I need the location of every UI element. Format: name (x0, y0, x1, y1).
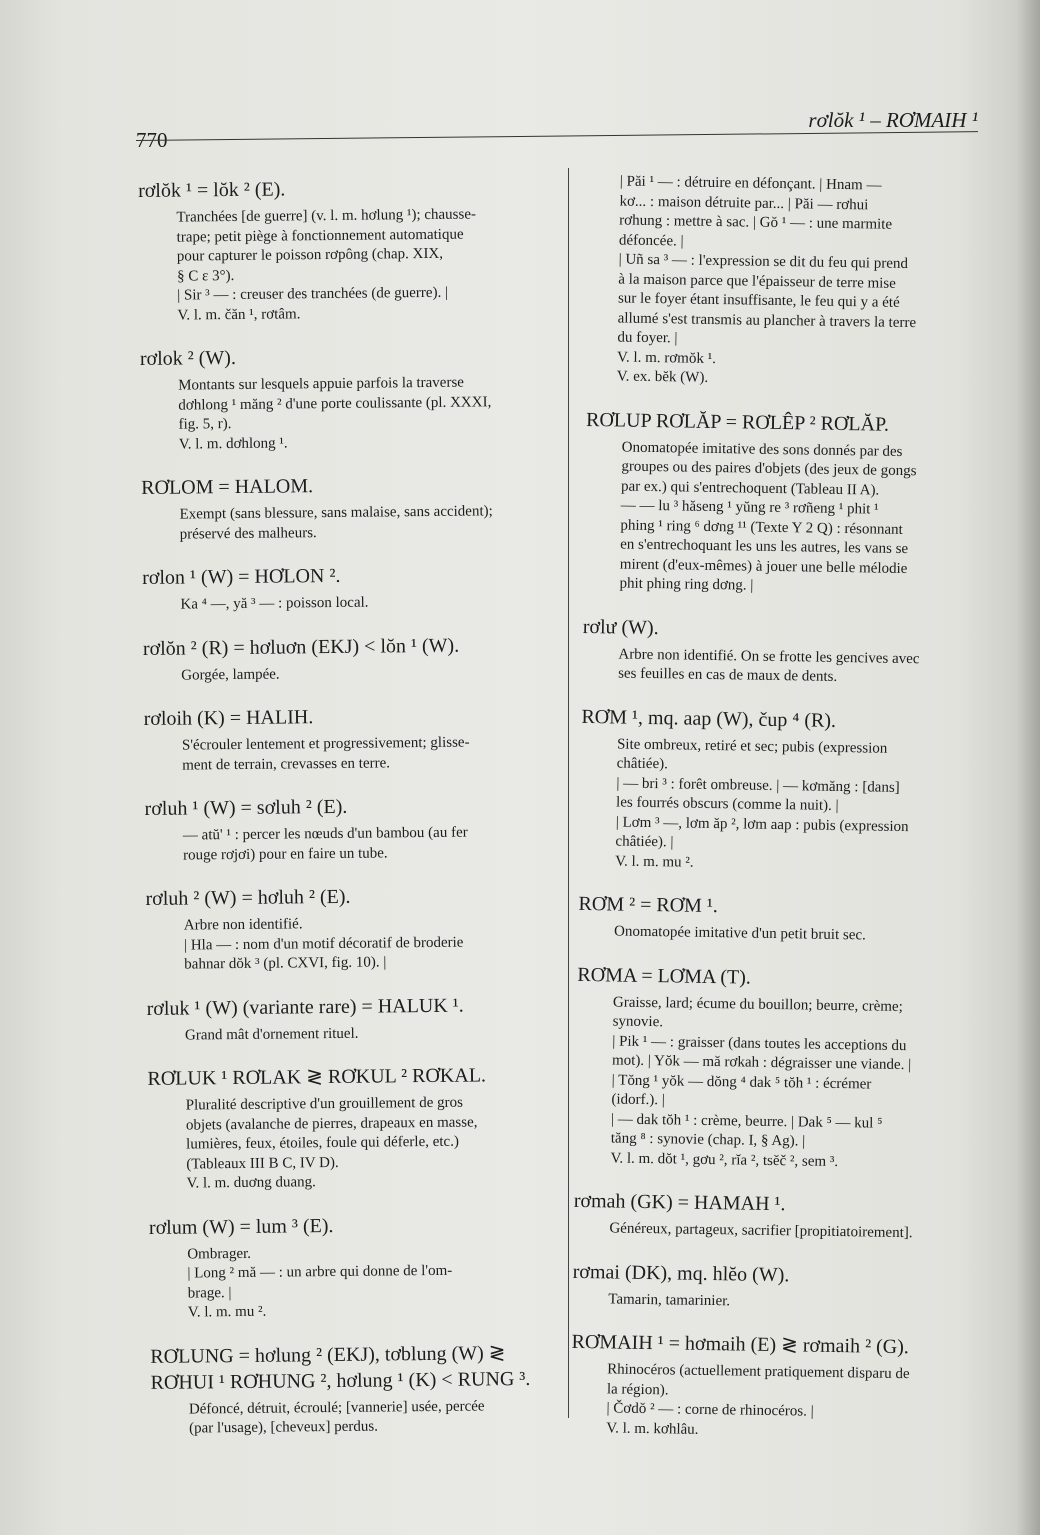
definition-line: objets (avalanche de pierres, drapeaux en masse, (185, 1113, 478, 1134)
left-column (138, 174, 569, 1460)
entry-definition (138, 205, 557, 326)
definition-line: fig. 5, r). (178, 416, 232, 433)
page-edge-shadow (1016, 0, 1040, 1535)
definition-line: | Čơdŏ ² — : corne de rhinocéros. | (606, 1400, 814, 1420)
entry-headword: RƠMA = LƠMA (T). (577, 963, 752, 989)
continuation-line: à la maison parce que l'épaisseur de terre mise (618, 270, 897, 292)
definition-line: | Sir ³ — : creuser des tranchées (de guerre). | (177, 284, 449, 304)
entry-definition (583, 437, 980, 599)
definition-line: groupes ou des paires d'objets (des jeux de gongs (621, 458, 917, 480)
definition-line: V. l. m. dơhlong ¹. (178, 434, 288, 453)
continuation-line: V. l. m. rơmŏk ¹. (616, 348, 717, 367)
definition-line: Arbre non identifié. (183, 916, 303, 934)
definition-line: Gorgée, lampée. (181, 666, 280, 684)
dictionary-entry (583, 406, 981, 599)
definition-line: — — lu ³ hăseng ¹ yŭng re ³ rơñeng ¹ phit ¹ (620, 497, 879, 518)
definition-line: la région). (606, 1380, 669, 1398)
entry-headword: rơlư (W). (582, 615, 659, 639)
definition-line: V. l. m. mu ². (615, 852, 694, 871)
entry-definition (143, 662, 561, 686)
definition-line: mot). | Yŏk — mă rơkah : dégraisser une viande. | (611, 1052, 912, 1074)
continuation-line: défoncée. | (618, 231, 684, 249)
entry-headword: rơloih (K) = HALIH. (143, 706, 314, 730)
entry-headword: rơmai (DK), mq. hlĕo (W). (572, 1260, 790, 1286)
entry-definition (145, 823, 563, 866)
entry-definition (142, 592, 560, 616)
definition-line: § C ε 3°). (176, 267, 235, 285)
definition-line: Tranchées [de guerre] (v. l. m. hơlung ¹); chausse- (176, 206, 477, 226)
entry-definition (578, 922, 973, 948)
dictionary-entry (143, 631, 562, 686)
continuation-block (587, 172, 985, 393)
definition-line: par ex.) qui s'entrechoquent (Tableau II A). (620, 478, 880, 499)
entry-definition (140, 373, 559, 455)
dictionary-entry (572, 1258, 968, 1315)
definition-line: Arbre non identifié. On se frotte les gencives avec (618, 646, 920, 667)
definition-line: V. l. m. dŏt ¹, gơu ², rĭa ², tsĕč ², sem ³. (610, 1149, 839, 1170)
dictionary-entry (144, 702, 563, 776)
entry-headword: RƠM ² = RƠM ¹. (578, 892, 719, 918)
definition-line: mirent (d'eux-mêmes) à jouer une belle mélodie (619, 556, 908, 577)
definition-line: Ombrager. (187, 1245, 252, 1263)
definition-line: trape; petit piège à fonctionnement automatique (176, 226, 464, 246)
definition-line: préservé des malheurs. (179, 524, 317, 543)
entry-headword: RƠLUNG = hơlung ² (EKJ), tơblung (W) ≷ RƠHUI ¹ RƠHUNG ², hơlung ¹ (K) < RUNG ³. (150, 1341, 531, 1394)
dictionary-entry (147, 1062, 566, 1195)
entry-definition (149, 1241, 568, 1323)
definition-line: V. l. m. čăn ¹, rơtâm. (177, 305, 301, 324)
definition-line: en s'entrechoquant les uns les autres, les vans se (620, 536, 909, 558)
definition-line: brage. | (187, 1284, 232, 1302)
dictionary-entry (574, 961, 972, 1174)
entry-definition (141, 502, 559, 545)
definition-line: V. l. m. duơng duang. (186, 1174, 316, 1192)
definition-line: Généreux, partageux, sacrifier [propitiatoirement]. (609, 1220, 913, 1242)
entry-headword: rơlon ¹ (W) = HƠLON ². (142, 564, 341, 589)
definition-line: Exempt (sans blessure, sans malaise, sans accident); (179, 503, 493, 523)
entry-headword: rơlŏn ² (R) = hơluơn (EKJ) < lŏn ¹ (W). (142, 634, 460, 660)
dictionary-entry (570, 1329, 967, 1444)
entry-headword: rơlok ² (W). (139, 346, 237, 370)
definition-line: | Lơm ³ —, lơm ăp ², lơm aap : pubis (expression (615, 813, 909, 835)
definition-line: phing ¹ ring ⁶ dơng ¹¹ (Texte Y 2 Q) : résonnant (620, 517, 903, 538)
definition-line: Graisse, lard; écume du bouillon; beurre, crème; (612, 993, 903, 1015)
definition-line: synovie. (612, 1013, 664, 1031)
definition-line: les fourrés obscurs (comme la nuit). | (615, 794, 839, 814)
definition-line: Site ombreux, retiré et sec; pubis (expression (616, 735, 888, 757)
continuation-line: kơ... : maison détruite par... | Păi — rơhui (619, 192, 869, 213)
definition-line: Défoncé, détruit, écroulé; [vannerie] usée, percée (188, 1397, 485, 1418)
definition-line: — atŭ' ¹ : percer les nœuds d'un bambou (au fer (182, 824, 468, 844)
definition-line: châtiée). (616, 755, 669, 773)
entry-definition (582, 644, 978, 689)
definition-line: Pluralité descriptive d'un grouillement de gros (185, 1094, 464, 1114)
continuation-line: rơhung : mettre à sac. | Gŏ ¹ — : une marmite (619, 212, 893, 233)
entry-headword: RƠM ¹, mq. aap (W), čup ⁴ (R). (581, 705, 837, 732)
column-divider (568, 168, 569, 1418)
definition-line: Tamarin, tamarinier. (608, 1290, 731, 1309)
definition-line: V. l. m. kơhlâu. (606, 1419, 699, 1438)
running-head: rơlŏk ¹ – RƠMAIH ¹ (808, 108, 978, 132)
definition-line: tăng ⁸ : synovie (chap. I, § Ag). | (610, 1130, 806, 1150)
definition-line: | Tŏng ¹ yŏk — dŏng ⁴ dak ⁵ tŏh ¹ : écrémer (611, 1071, 872, 1093)
definition-line: phit phing ring dơng. | (619, 575, 754, 594)
right-column (570, 172, 985, 1464)
continuation-line: | Păi ¹ — : détruire en défonçant. | Hnam — (619, 173, 882, 194)
entry-headword: rơluk ¹ (W) (variante rare) = HALUK ¹. (146, 994, 464, 1020)
definition-line: dơhlong ¹ măng ² d'une porte coulissante (pl. XXXI, (178, 393, 492, 414)
dictionary-entry (141, 471, 560, 545)
definition-line: pour capturer le poisson rơpông (chap. XIX, (176, 245, 444, 265)
dictionary-entry (149, 1210, 568, 1323)
definition-line: lumières, feux, étoiles, foule qui déferle, etc.) (186, 1133, 460, 1153)
definition-line: | — bri ³ : forêt ombreuse. | — kơmăng : [dans] (616, 774, 900, 796)
entry-headword: rơlum (W) = lum ³ (E). (148, 1214, 334, 1239)
entry-headword: RƠLUK ¹ RƠLAK ≷ RƠKUL ² RƠKAL. (147, 1064, 487, 1090)
dictionary-entry (144, 792, 563, 866)
dictionary-entry (582, 613, 978, 689)
definition-line: | Long ² mă — : un arbre qui donne de l'om- (187, 1262, 453, 1282)
dictionary-entry (147, 991, 566, 1046)
definition-line: Montants sur lesquels appuie parfois la traverse (178, 374, 465, 394)
definition-line: rouge rơjơi) pour en faire un tube. (183, 844, 388, 864)
definition-line: | Pik ¹ — : graisser (dans toutes les acceptions du (612, 1032, 907, 1054)
definition-line: bahnar dŏk ³ (pl. CXVI, fig. 10). | (184, 954, 387, 973)
header-rule (136, 131, 978, 141)
definition-line: Onomatopée imitative d'un petit bruit sec. (613, 923, 866, 944)
dictionary-entry (150, 1339, 569, 1439)
entry-definition (148, 1093, 567, 1195)
entry-definition (573, 1219, 968, 1245)
entry-headword: rơmah (GK) = HAMAH ¹. (573, 1189, 786, 1216)
definition-line: | — dak tŏh ¹ : crème, beurre. | Dak ⁵ — kul ⁵ (611, 1110, 883, 1132)
entry-headword: rơluh ² (W) = hơluh ² (E). (145, 885, 351, 910)
definition-line: (idorf.). | (611, 1091, 665, 1109)
definition-line: Ka ⁴ —, yă ³ — : poisson local. (180, 594, 369, 613)
entry-headword: rơluh ¹ (W) = sơluh ² (E). (144, 795, 348, 820)
definition-line: (par l'usage), [cheveux] perdus. (189, 1418, 379, 1437)
dictionary-entry (579, 703, 977, 877)
entry-headword: rơlŏk ¹ = lŏk ² (E). (138, 178, 286, 202)
dictionary-entry (140, 342, 559, 455)
continuation-line: V. ex. bĕk (W). (616, 368, 709, 386)
continuation-line: du foyer. | (617, 329, 678, 347)
entry-definition (574, 992, 972, 1174)
entry-definition (147, 1022, 565, 1046)
continuation-line: sur le foyer étant insuffisante, le feu qui y a été (617, 290, 900, 311)
definition-line: Grand mât d'ornement rituel. (184, 1025, 359, 1044)
page-number: 770 (136, 128, 168, 152)
continuation-line: | Uñ sa ³ — : l'expression se dit du feu qui prend (618, 251, 909, 273)
entry-definition (579, 734, 976, 877)
entry-definition (572, 1289, 967, 1315)
definition-line: ses feuilles en cas de maux de dents. (618, 665, 838, 685)
entry-headword: RƠLOM = HALOM. (141, 475, 314, 499)
definition-line: châtiée). | (615, 833, 674, 851)
dictionary-entry (138, 174, 558, 326)
dictionary-entry (578, 891, 974, 948)
entry-definition (570, 1360, 966, 1444)
entry-definition (151, 1396, 569, 1439)
definition-line: V. l. m. mu ². (187, 1303, 267, 1321)
dictionary-entry (145, 882, 564, 976)
entry-headword: RƠLUP RƠLĂP = RƠLÊP ² RƠLĂP. (585, 408, 890, 436)
entry-headword: RƠMAIH ¹ = hơmaih (E) ≷ rơmaih ² (G). (571, 1330, 910, 1359)
entry-definition (146, 913, 565, 976)
definition-line: | Hla — : nom d'un motif décoratif de broderie (183, 934, 464, 954)
dictionary-entry (573, 1188, 969, 1245)
definition-line: Onomatopée imitative des sons donnés par des (621, 439, 903, 460)
dictionary-entry (142, 561, 561, 616)
definition-line: Rhinocéros (actuellement pratiquement disparu de (607, 1361, 910, 1383)
entry-definition (144, 733, 562, 776)
definition-line: S'écrouler lentement et progressivement; glisse- (181, 734, 470, 754)
definition-line: (Tableaux III B C, IV D). (186, 1154, 339, 1173)
continuation-line: allumé s'est transmis au plancher à travers la terre (617, 309, 917, 331)
definition-line: ment de terrain, crevasses en terre. (182, 754, 391, 774)
